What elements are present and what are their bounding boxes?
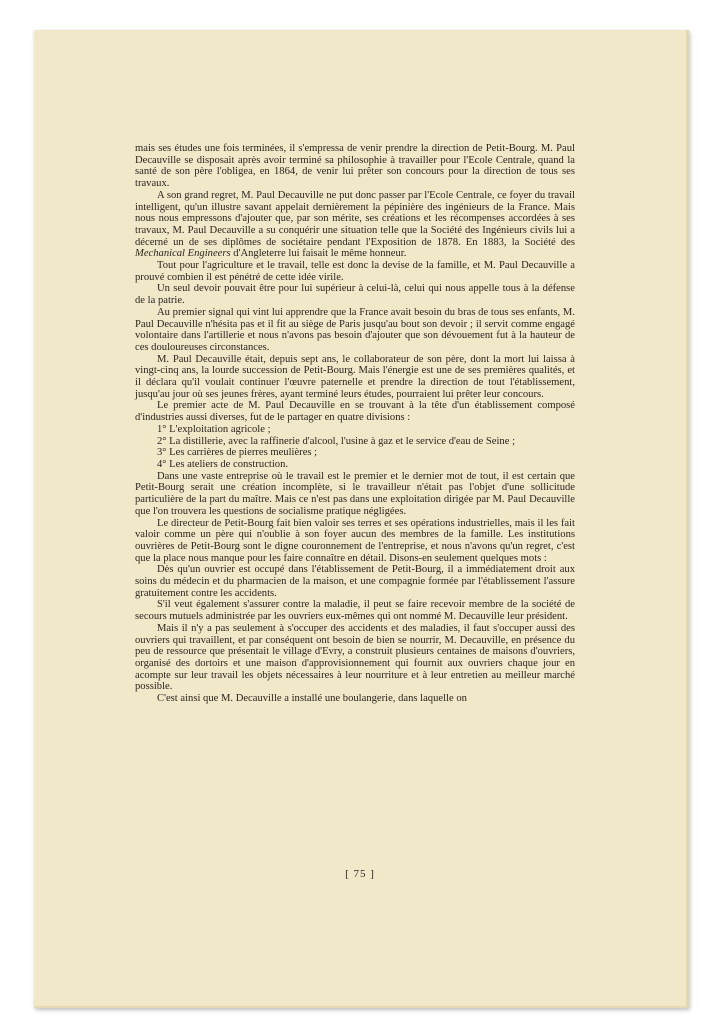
paragraph: Tout pour l'agriculture et le travail, telle est donc la devise de la famille, et M. Paul Decauville a prouvé combien il est pénétré de cette idée virile.	[135, 260, 575, 283]
paragraph: Un seul devoir pouvait être pour lui supérieur à celui-là, celui qui nous appelle tous à la défense de la patrie.	[135, 283, 575, 307]
paragraph: mais ses études une fois terminées, il s'empressa de venir prendre la direction de Petit-Bourg. M. Paul Decauville se disposait après avoir terminé sa philosophie à travailler pour l'Ecole Centrale, quand la santé de son père l'obligea, en 1864, de venir lui prêter son concours pour la direction de tous ses travaux.	[135, 143, 575, 190]
list-item: 2° La distillerie, avec la raffinerie d'alcool, l'usine à gaz et le service d'eau de Seine ;	[157, 435, 516, 447]
paper-sheet	[34, 30, 689, 1008]
page-number: [ 75 ]	[345, 868, 375, 880]
paragraph: Le directeur de Petit-Bourg fait bien valoir ses terres et ses opérations industrielles, mais il les fait valoir comme un père qui n'oublie à son foyer aucun des membres de la famille. Les institutions ouvrières de Petit-Bourg sont le digne couronnement de l'entreprise, et nous n'avons qu'un regret, c'est que la place nous manque pour les faire connaître en détail. Disons-en seulement quelques mots :	[135, 517, 575, 564]
paragraph: A son grand regret, M. Paul Decauville ne put donc passer par l'Ecole Centrale, ce foyer du travail intelligent, qu'un illustre savant appelait dernièrement la pépinière des ingénieurs de la France. Mais nous nous empressons d'ajouter que, par son mérite, ses créations et les récompenses accordées à ses travaux, M. Paul Decauville a su conquérir une situation telle que la Société des Ingénieurs civils lui a décerné un de ses diplômes de sociétaire pendant l'Exposition de 1878. En 1883, la Société des Mechanical Engineers d'Angleterre lui faisait le même honneur.	[135, 189, 575, 260]
paragraph: Le premier acte de M. Paul Decauville en se trouvant à la tête d'un établissement composé d'industries aussi diverses, fut de le partager en quatre divisions :	[135, 400, 575, 424]
italic-phrase: Mechanical Engineers	[135, 248, 231, 260]
paragraph: C'est ainsi que M. Decauville a installé une boulangerie, dans laquelle on	[157, 693, 467, 705]
paragraph: Au premier signal qui vint lui apprendre que la France avait besoin du bras de tous ses enfants, M. Paul Decauville n'hésita pas et il fit au siège de Paris jusqu'au bout son devoir ; il servit comme engagé volontaire dans l'artillerie et nous n'avons pas besoin d'ajouter que son dévouement fut à la hauteur de ces douloureuses circonstances.	[135, 306, 575, 353]
paragraph: M. Paul Decauville était, depuis sept ans, le collaborateur de son père, dont la mort lui laissa à vingt-cinq ans, la lourde succession de Petit-Bourg. Mais l'énergie est une de ses premières qualités, et il déclara qu'il voulait continuer l'œuvre paternelle et prendre la direction de tout l'établissement, jusqu'au jour où ses jeunes frères, ayant terminé leurs études, pourraient lui prêter leur concours.	[135, 353, 575, 400]
list-item: 3° Les carrières de pierres meulières ;	[157, 447, 318, 459]
paragraph: S'il veut également s'assurer contre la maladie, il peut se faire recevoir membre de la société de secours mutuels administrée par les ouvriers eux-mêmes qui ont nommé M. Decauville leur président.	[135, 599, 575, 623]
list-item: 1° L'exploitation agricole ;	[157, 423, 271, 435]
paragraph: Mais il n'y a pas seulement à s'occuper des accidents et des maladies, il faut s'occuper aussi des ouvriers qui travaillent, et par conséquent ont besoin de bien se nourrir, M. Decauville, en présence du peu de ressource que présentait le village d'Evry, a construit plusieurs centaines de maisons d'ouvriers, organisé des dortoirs et une maison d'approvisionnement qui fournit aux ouvriers chaque jour en acompte sur leur travail les objets nécessaires à leur nourriture et à leur entretien au meilleur marché possible.	[135, 622, 575, 693]
body-text	[135, 143, 575, 705]
list-item: 4° Les ateliers de construction.	[157, 458, 289, 470]
paragraph: Dès qu'un ouvrier est occupé dans l'établissement de Petit-Bourg, il a immédiatement droit aux soins du médecin et du pharmacien de la maison, et une compagnie formée par l'établissement l'assure gratuitement contre les accidents.	[135, 564, 575, 599]
paragraph: Dans une vaste entreprise où le travail est le premier et le dernier mot de tout, il est certain que Petit-Bourg serait une création incomplète, si le travailleur n'était pas l'objet d'une sollicitude particulière de la part du maître. Mais ce n'est pas dans une exploitation dirigée par M. Paul Decauville que l'on trouvera les questions de socialisme pratique négligées.	[135, 470, 575, 517]
